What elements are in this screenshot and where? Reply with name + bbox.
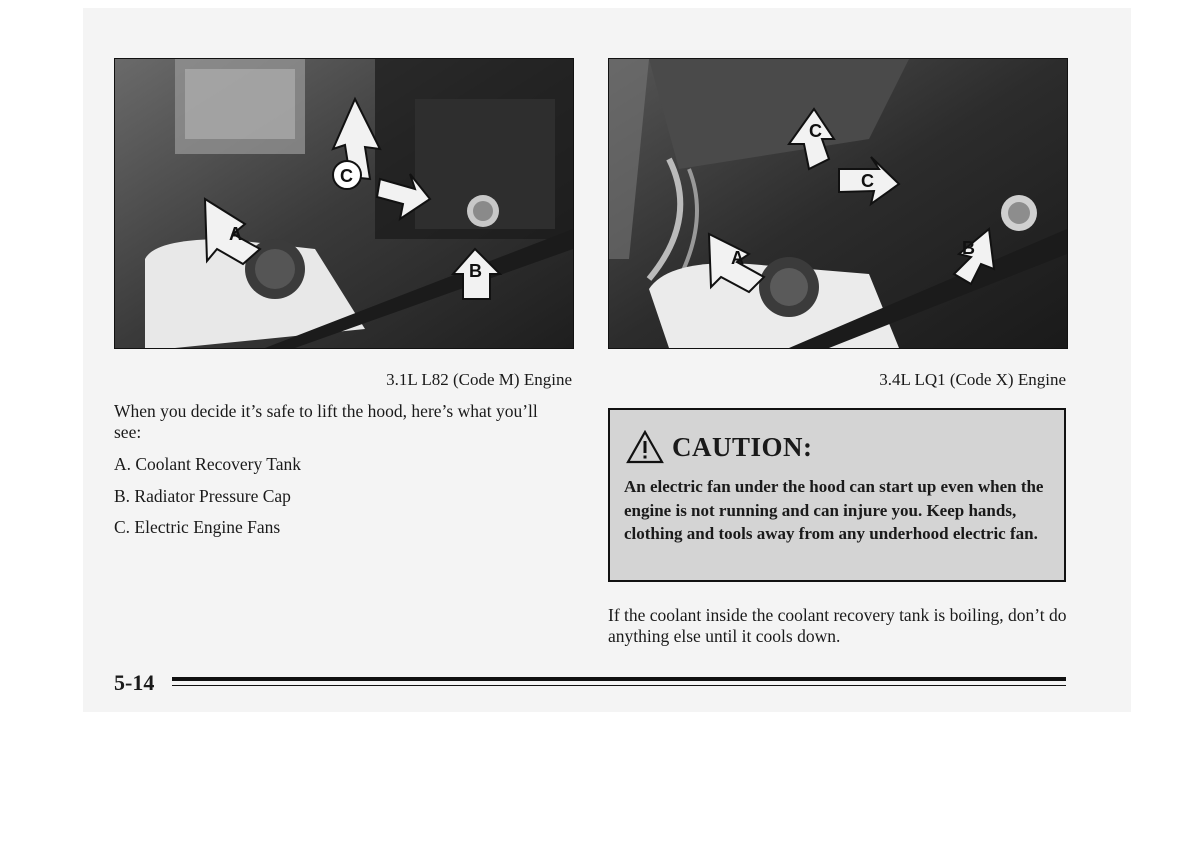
svg-text:C: C — [340, 166, 353, 186]
figure-caption-right: 3.4L LQ1 (Code X) Engine — [879, 370, 1066, 389]
svg-text:A: A — [731, 248, 744, 268]
caution-heading — [626, 430, 813, 464]
footer-rule-thin — [172, 685, 1066, 686]
svg-text:A: A — [229, 224, 242, 244]
figure-caption-left: 3.1L L82 (Code M) Engine — [386, 370, 572, 389]
engine-photo-3-1l — [114, 58, 574, 349]
intro-paragraph: When you decide it’s safe to lift the hood, here’s what you’ll see: — [114, 401, 538, 442]
svg-text:C: C — [809, 121, 822, 141]
engine-photo-3-4l — [608, 58, 1068, 349]
caution-title: CAUTION: — [672, 431, 813, 462]
svg-text:C: C — [861, 171, 874, 191]
boiling-note: If the coolant inside the coolant recovery tank is boiling, don’t do anything else until it cools down. — [608, 605, 1067, 646]
list-item-coolant-tank: A. Coolant Recovery Tank — [114, 454, 302, 474]
page-number: 5-14 — [114, 670, 155, 695]
list-item-pressure-cap: B. Radiator Pressure Cap — [114, 486, 291, 506]
footer-rule — [172, 677, 1066, 681]
warning-triangle-icon — [626, 430, 664, 464]
caution-text: An electric fan under the hood can start up even when the engine is not running and can injure you. Keep hands, clothing and tools away from any underhood electric fan. — [624, 477, 1044, 543]
list-item-engine-fans: C. Electric Engine Fans — [114, 517, 281, 537]
svg-text:B: B — [469, 261, 482, 281]
svg-text:B: B — [962, 238, 975, 258]
caution-box — [608, 408, 1066, 582]
